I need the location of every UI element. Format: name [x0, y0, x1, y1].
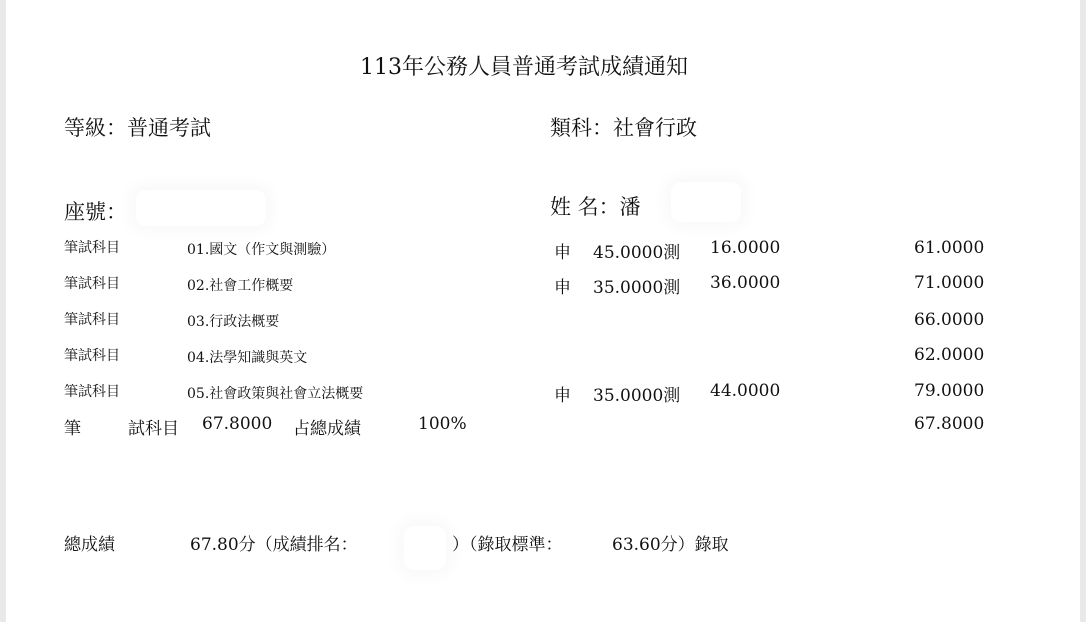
- subject-name: 05.社會政策與社會立法概要: [187, 386, 364, 402]
- category-label: 類科：社會行政: [550, 116, 697, 140]
- subject-type: 筆試科目: [64, 348, 120, 364]
- grade-label: 等級：普通考試: [64, 116, 211, 140]
- name-redaction: [671, 182, 741, 222]
- subject-total: 66.0000: [914, 310, 985, 330]
- final-label: 總成績: [64, 535, 115, 555]
- subject-score-2: 16.0000: [710, 238, 781, 258]
- seat-redaction: [136, 190, 266, 226]
- notice-title: 113年公務人員普通考試成績通知: [360, 55, 688, 80]
- summary-weight: 100%: [418, 414, 467, 434]
- summary-label-d: 占總成績: [293, 419, 361, 439]
- final-standard: 63.60分）錄取: [612, 535, 729, 555]
- subject-score-2: 36.0000: [710, 273, 781, 293]
- name-label: 姓 名：潘: [550, 195, 641, 219]
- rank-redaction: [404, 526, 446, 570]
- subject-score-1: 45.0000測: [593, 243, 681, 263]
- subject-name: 02.社會工作概要: [187, 278, 294, 294]
- subject-type: 筆試科目: [64, 384, 120, 400]
- score-notice-page: [6, 0, 1080, 622]
- subject-score-1: 35.0000測: [593, 386, 681, 406]
- subject-total: 79.0000: [914, 381, 985, 401]
- subject-score-2: 44.0000: [710, 381, 781, 401]
- subject-mark: 申: [554, 386, 571, 406]
- subject-mark: 申: [554, 278, 571, 298]
- subject-type: 筆試科目: [64, 276, 120, 292]
- subject-type: 筆試科目: [64, 240, 120, 256]
- final-score: 67.80分（成績排名：: [190, 535, 358, 555]
- summary-score: 67.8000: [202, 414, 273, 434]
- summary-label-b: 試科目: [128, 419, 179, 439]
- summary-total: 67.8000: [914, 414, 985, 434]
- seat-label: 座號：: [64, 200, 127, 224]
- final-standard-label: ）（錄取標準：: [452, 535, 563, 555]
- subject-name: 03.行政法概要: [187, 314, 280, 330]
- subject-total: 62.0000: [914, 345, 985, 365]
- subject-type: 筆試科目: [64, 312, 120, 328]
- subject-total: 61.0000: [914, 238, 985, 258]
- subject-score-1: 35.0000測: [593, 278, 681, 298]
- subject-mark: 申: [554, 243, 571, 263]
- summary-label-a: 筆: [64, 419, 81, 439]
- subject-total: 71.0000: [914, 273, 985, 293]
- subject-name: 04.法學知識與英文: [187, 350, 308, 366]
- subject-name: 01.國文（作文與測驗）: [187, 242, 336, 258]
